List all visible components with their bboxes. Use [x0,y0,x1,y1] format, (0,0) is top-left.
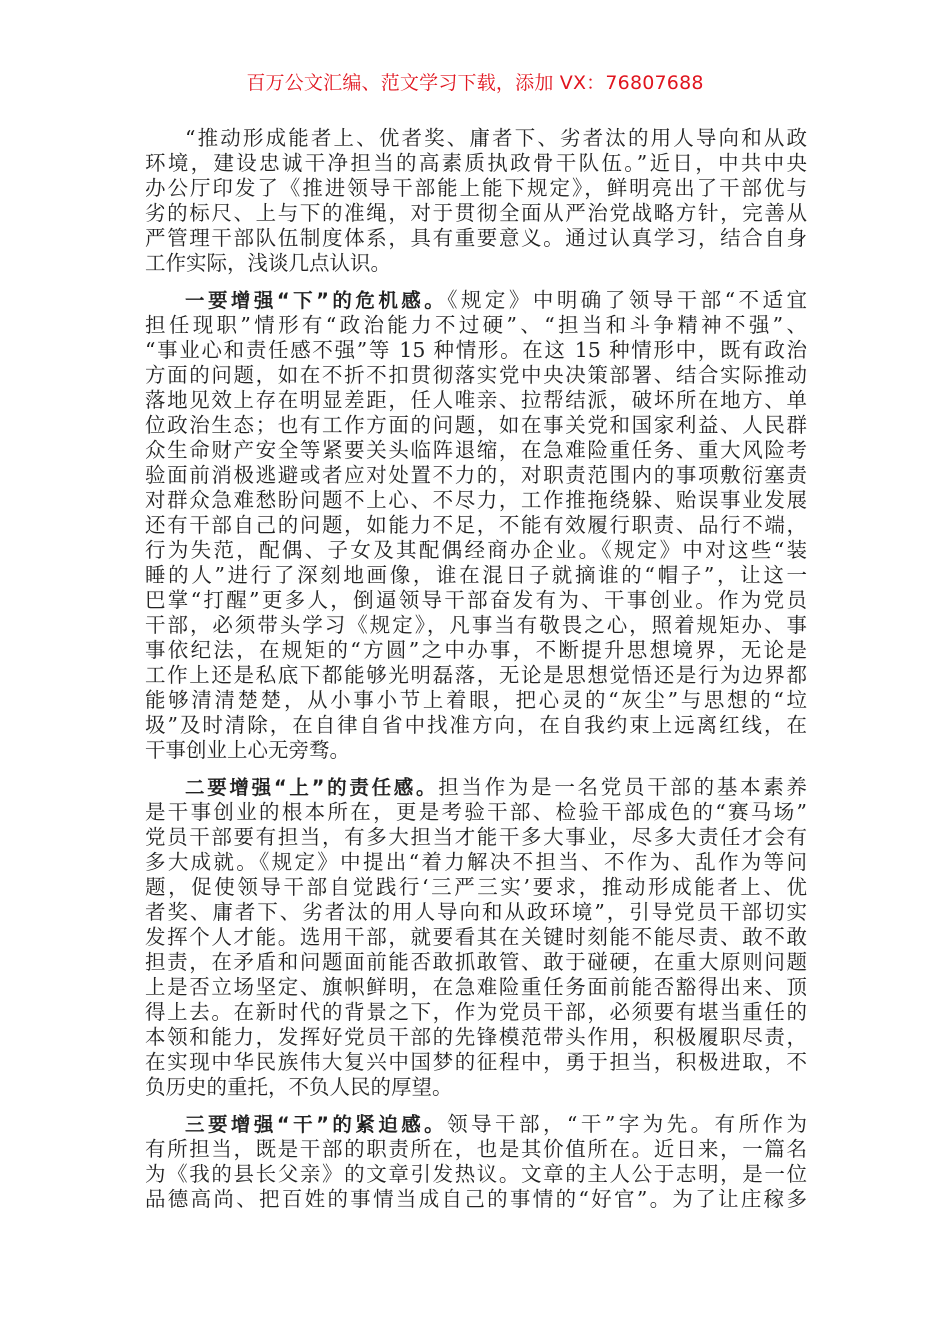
text-line [145,463,807,488]
line-text: 方面的问题，如在不折不扣贯彻落实党中央决策部署、结合实际推动 [145,363,807,387]
text-line [145,288,807,313]
line-text: 党员干部要有担当，有多大担当才能干多大事业，尽多大责任才会有 [145,825,807,849]
text-line [145,1162,807,1187]
line-text: 工作上还是私底下都能够光明磊落，无论是思想觉悟还是行为边界都 [145,663,807,687]
text-line [145,563,807,588]
paragraph [145,288,807,763]
text-line [145,438,807,463]
line-text: 巴掌“打醒”更多人，倒逼领导干部奋发有为、干事创业。作为党员 [145,588,807,612]
text-line [145,588,807,613]
text-line [145,975,807,1000]
line-text: 圾”及时清除，在自律自省中找准方向，在自我约束上远离红线，在 [145,713,807,737]
section-heading: 二要增强“上”的责任感。 [185,776,439,799]
text-line [145,201,807,226]
line-text: 有所担当，既是干部的职责所在，也是其价值所在。近日来，一篇名 [145,1137,807,1161]
line-text: 事依纪法，在规矩的“方圆”之中办事，不断提升思想境界，无论是 [145,638,807,662]
line-text: 干事创业上心无旁骛。 [145,738,350,762]
text-line [145,925,807,950]
line-text: 担当作为是一名党员干部的基本素养 [438,775,808,799]
line-text: 是干事创业的根本所在，更是考验干部、检验干部成色的“赛马场” [145,800,807,824]
line-text: 劣的标尺、上与下的准绳，对于贯彻全面从严治党战略方针，完善从 [145,201,807,225]
line-text: 严管理干部队伍制度体系，具有重要意义。通过认真学习，结合自身 [145,226,807,250]
line-text: 担任现职”情形有“政治能力不过硬”、“担当和斗争精神不强”、 [145,313,807,337]
text-line [145,488,807,513]
text-line [145,1000,807,1025]
text-line [145,413,807,438]
text-line [145,388,807,413]
section-heading: 三要增强“干”的紧迫感。 [185,1113,448,1136]
text-line [145,775,807,800]
document-body [145,126,807,1224]
text-line [145,538,807,563]
paragraph [145,126,807,276]
line-text: 多大成就。《规定》中提出“着力解决不担当、不作为、乱作为等问 [145,850,807,874]
paragraph [145,775,807,1100]
text-line [145,513,807,538]
line-text: “推动形成能者上、优者奖、庸者下、劣者汰的用人导向和从政 [185,126,807,150]
line-text: 领导干部，“干”字为先。有所作为 [447,1112,807,1136]
text-line [145,800,807,825]
text-line [145,825,807,850]
line-text: 睡的人”进行了深刻地画像，谁在混日子就摘谁的“帽子”，让这一 [145,563,807,587]
line-text: 还有干部自己的问题，如能力不足，不能有效履行职责、品行不端， [145,513,807,537]
line-text: 能够清清楚楚，从小事小节上着眼，把心灵的“灰尘”与思想的“垃 [145,688,807,712]
line-text: 本领和能力，发挥好党员干部的先锋模范带头作用，积极履职尽责， [145,1025,807,1049]
text-line [145,226,807,251]
section-heading: 一要增强“下”的危机感。 [185,289,448,312]
text-line [145,613,807,638]
line-text: 对群众急难愁盼问题不上心、不尽力，工作推拖绕躲、贻误事业发展 [145,488,807,512]
line-text: 干部，必须带头学习《规定》，凡事当有敬畏之心，照着规矩办、事 [145,613,807,637]
text-line [145,363,807,388]
text-line [145,900,807,925]
line-text: 办公厅印发了《推进领导干部能上能下规定》，鲜明亮出了干部优与 [145,176,807,200]
line-text: 题，促使领导干部自觉践行‘三严三实’要求，推动形成能者上、优 [145,875,807,899]
text-line [145,713,807,738]
line-text: 发挥个人才能。选用干部，就要看其在关键时刻能不能尽责、敢不敢 [145,925,807,949]
line-text: 位政治生态；也有工作方面的问题，如在事关党和国家利益、人民群 [145,413,807,437]
text-line [145,1112,807,1137]
text-line [145,638,807,663]
line-text: 者奖、庸者下、劣者汰的用人导向和从政环境”，引导党员干部切实 [145,900,807,924]
download-banner: 百万公文汇编、范文学习下载，添加 VX：76807688 [246,72,704,94]
line-text: 负历史的重托，不负人民的厚望。 [145,1075,453,1099]
line-text: 众生命财产安全等紧要关头临阵退缩，在急难险重任务、重大风险考 [145,438,807,462]
text-line [145,313,807,338]
text-line [145,950,807,975]
text-line [145,850,807,875]
text-line [145,738,807,763]
text-line [145,251,807,276]
line-text: 验面前消极逃避或者应对处置不力的，对职责范围内的事项敷衍塞责 [145,463,807,487]
text-line [145,663,807,688]
line-text: 为《我的县长父亲》的文章引发热议。文章的主人公于志明，是一位 [145,1162,807,1186]
line-text: 上是否立场坚定、旗帜鲜明，在急难险重任务面前能否豁得出来、顶 [145,975,807,999]
text-line [145,875,807,900]
line-text: 担责，在矛盾和问题面前能否敢抓敢管、敢于碰硬，在重大原则问题 [145,950,807,974]
text-line [145,688,807,713]
text-line [145,126,807,151]
line-text: 在实现中华民族伟大复兴中国梦的征程中，勇于担当，积极进取，不 [145,1050,807,1074]
text-line [145,176,807,201]
text-line [145,1025,807,1050]
line-text: 得上去。在新时代的背景之下，作为党员干部，必须要有堪当重任的 [145,1000,807,1024]
text-line [145,1075,807,1100]
line-text: 《规定》中明确了领导干部“不适宜 [447,288,807,312]
line-text: “事业心和责任感不强”等 15 种情形。在这 15 种情形中，既有政治 [145,338,807,362]
line-text: 环境，建设忠诚干净担当的高素质执政骨干队伍。”近日，中共中央 [145,151,807,175]
line-text: 行为失范，配偶、子女及其配偶经商办企业。《规定》中对这些“装 [145,538,807,562]
text-line [145,1187,807,1212]
paragraph [145,1112,807,1212]
text-line [145,151,807,176]
line-text: 工作实际，浅谈几点认识。 [145,251,391,275]
text-line [145,338,807,363]
text-line [145,1050,807,1075]
line-text: 品德高尚、把百姓的事情当成自己的事情的“好官”。为了让庄稼多 [145,1187,807,1211]
line-text: 落地见效上存在明显差距，任人唯亲、拉帮结派，破坏所在地方、单 [145,388,807,412]
text-line [145,1137,807,1162]
